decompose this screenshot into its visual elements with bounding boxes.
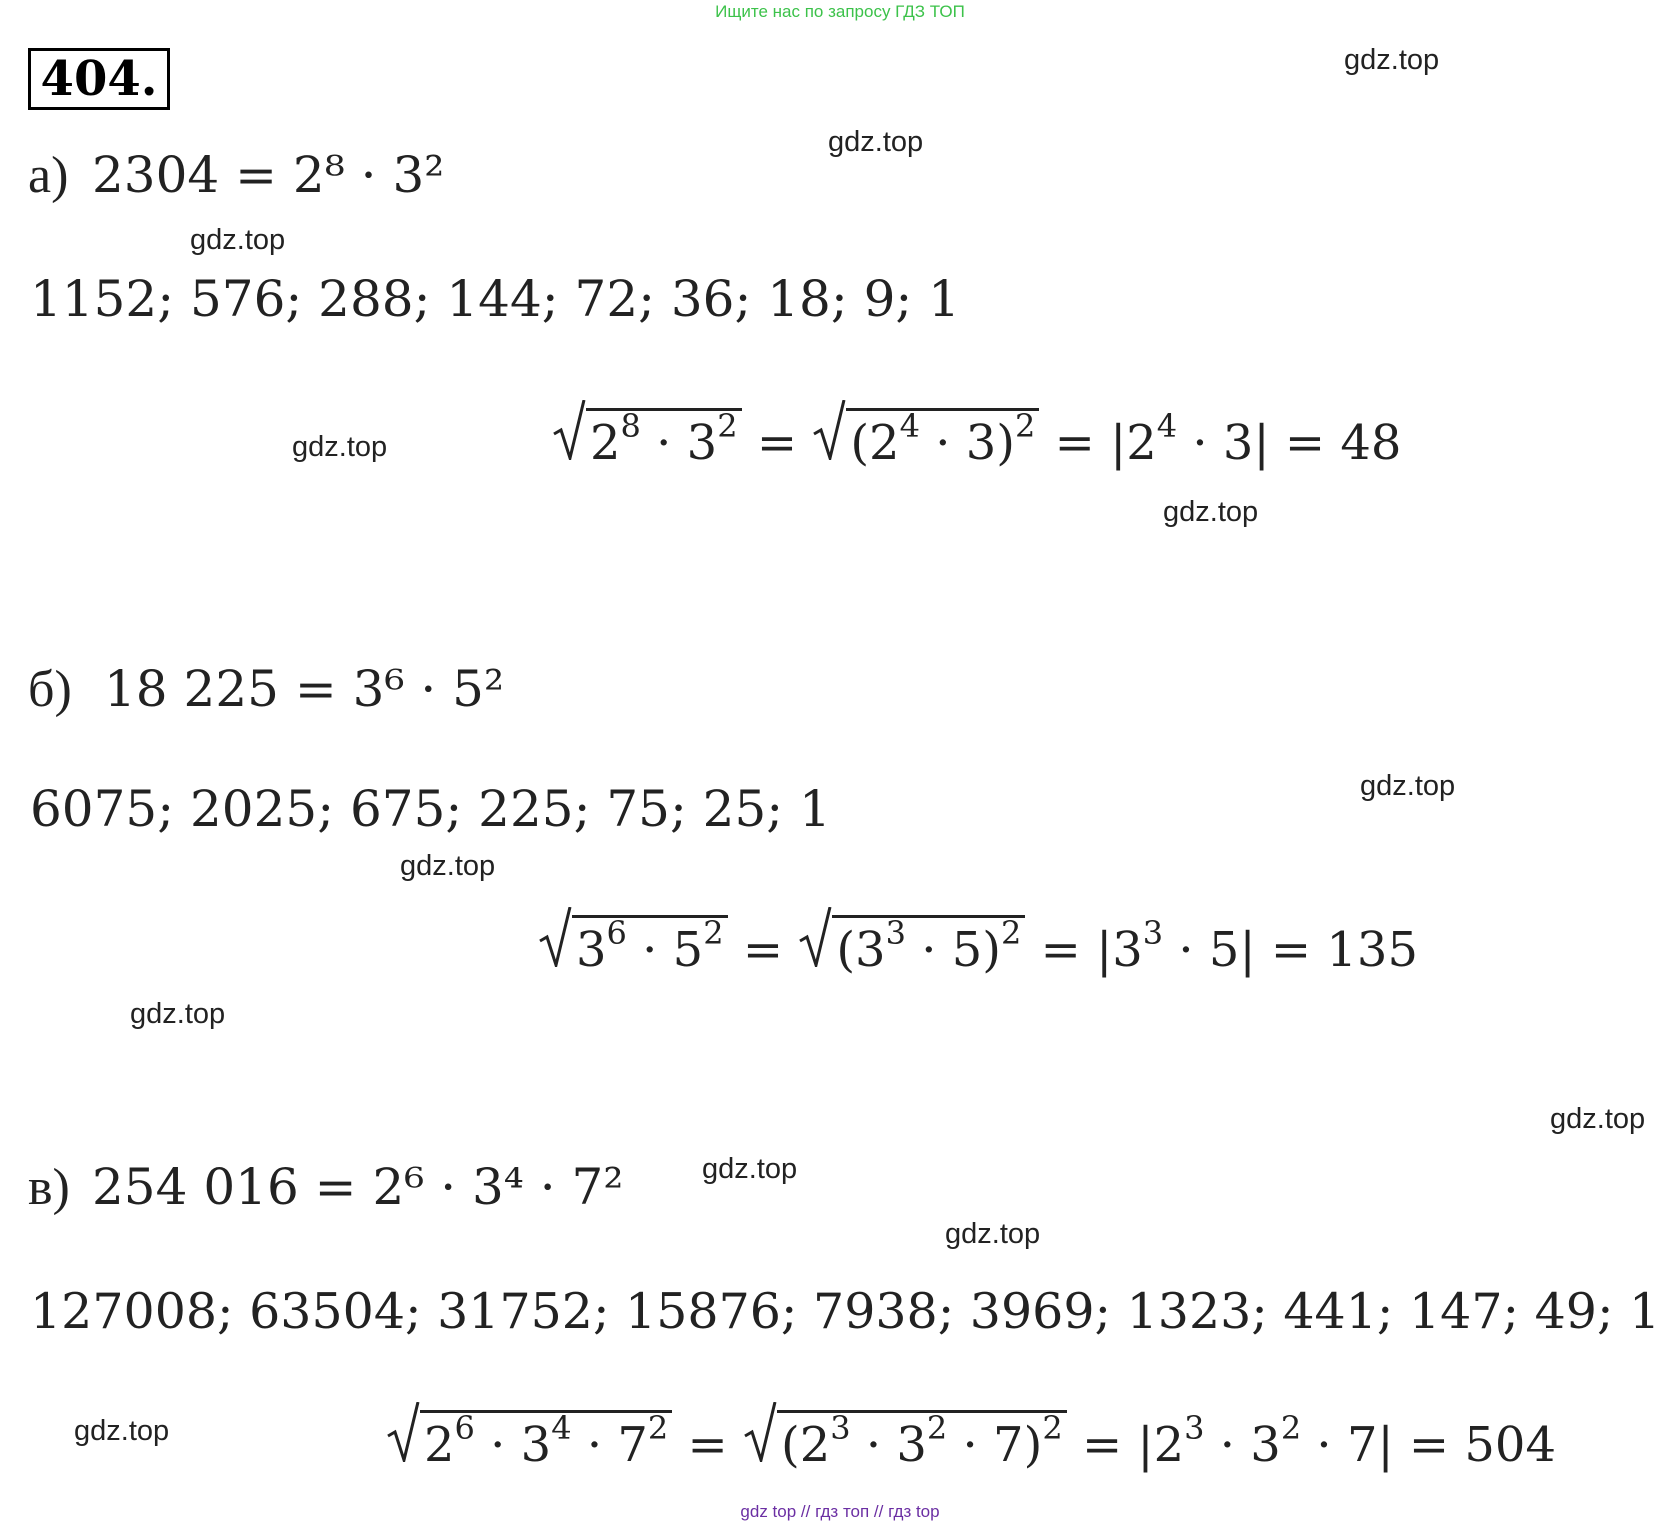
watermark: gdz.top xyxy=(400,850,496,882)
part-b-factorization-rhs: = 3⁶ · 5² xyxy=(294,660,505,718)
part-b-factorization xyxy=(104,660,504,718)
part-b-result: 135 xyxy=(1326,922,1418,978)
part-a-result: 48 xyxy=(1340,415,1402,471)
watermark: gdz.top xyxy=(292,431,388,463)
part-c-factorization: 254 016 = 2⁶ · 3⁴ · 7² xyxy=(92,1158,624,1216)
watermark: gdz.top xyxy=(190,224,286,256)
watermark: gdz.top xyxy=(1163,496,1259,528)
watermark: gdz.top xyxy=(1344,44,1440,76)
footer-note: gdz top // гдз топ // гдз top xyxy=(740,1502,940,1521)
part-b-divisions: 6075; 2025; 675; 225; 75; 25; 1 xyxy=(30,780,831,838)
part-c-root-expression: $2^6 \cdot 3^4 \cdot 7^2$ = $(2^3 \cdot 3^2 \cdot 7)^2 = |2^3 \cdot 3^2 \cdot 7| = 504$ xyxy=(386,1410,1556,1473)
part-c-label: в) xyxy=(28,1159,70,1216)
part-a-label: а) xyxy=(28,147,69,204)
part-b-root-expression: $3^6 \cdot 5^2$ = $(3^3 \cdot 5)^2 = |3^3 \cdot 5| = 135$ xyxy=(538,915,1418,978)
watermark: gdz.top xyxy=(828,126,924,158)
part-b-label: б) xyxy=(28,661,72,718)
watermark: gdz.top xyxy=(1360,770,1456,802)
watermark: gdz.top xyxy=(130,998,226,1030)
part-c-result: 504 xyxy=(1464,1417,1557,1473)
part-a-root-expression: $2^8 \cdot 3^2$ = $(2^4 \cdot 3)^2 = |2^4 \cdot 3| = 48$ xyxy=(552,408,1401,471)
watermark: gdz.top xyxy=(945,1218,1041,1250)
task-number: 404. xyxy=(28,48,170,110)
watermark: gdz.top xyxy=(702,1153,798,1185)
part-a-divisions: 1152; 576; 288; 144; 72; 36; 18; 9; 1 xyxy=(30,270,960,328)
part-a-factorization: 2304 = 2⁸ · 3² xyxy=(92,146,445,204)
part-b-number: 18 225 xyxy=(104,660,279,718)
part-c-divisions: 127008; 63504; 31752; 15876; 7938; 3969; 1323; 441; 147; 49; 1 xyxy=(30,1283,1661,1340)
search-note: Ищите нас по запросу ГДЗ ТОП xyxy=(715,2,965,21)
watermark: gdz.top xyxy=(1550,1103,1646,1135)
watermark: gdz.top xyxy=(74,1415,170,1447)
